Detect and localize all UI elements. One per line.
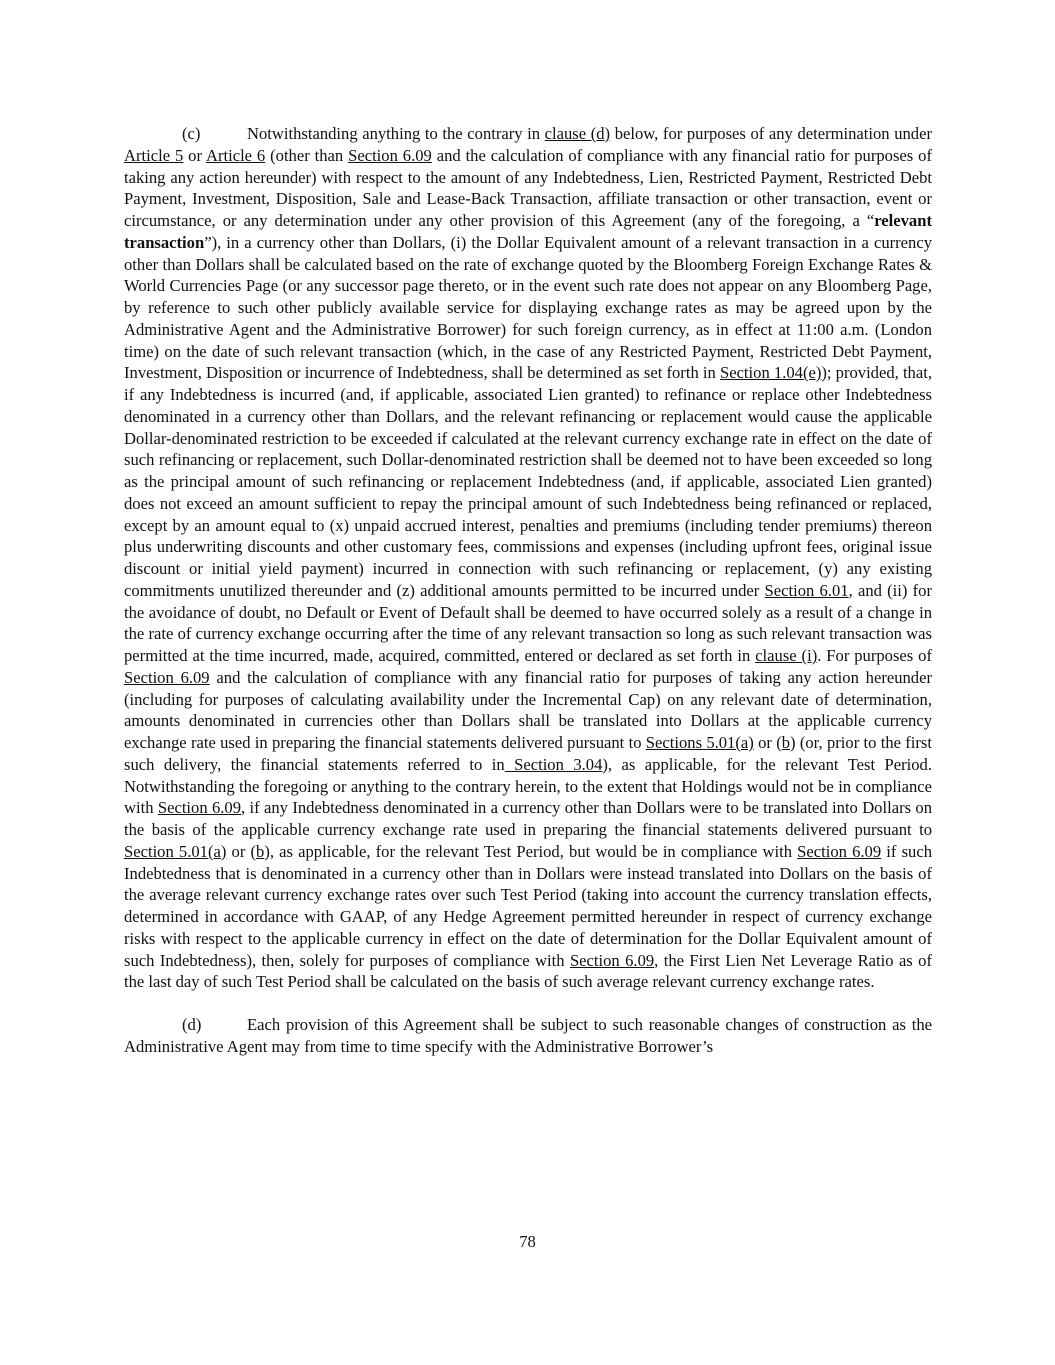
cross-reference-link: Section 6.09: [797, 841, 882, 861]
document-page: [124, 123, 932, 1058]
text-run: ), as applicable, for the relevant Test Period, but would be in compliance with: [264, 841, 798, 861]
text-run: or: [183, 145, 206, 165]
text-run: (other than: [265, 145, 349, 165]
cross-reference-link: Article 6: [205, 145, 266, 165]
cross-reference-link: b: [781, 733, 791, 752]
cross-reference-link: Section 6.09: [348, 145, 432, 165]
cross-reference-link: clause (i): [755, 646, 818, 665]
text-run: and the calculation of compliance with any financial ratio for purposes of taking any action hereunder) with respect to the amount of any Indebtedness, Lien, Restricted Payment, Restricted Debt Payment, Investment, Disposition, Sale and Lease-Back Transaction, affiliate transaction or other transaction, event or circumstance, or any determination under any other provision of this Agreement (any of the foregoing, a “: [124, 145, 932, 230]
cross-reference-link: Section 6.01: [764, 580, 849, 600]
cross-reference-link: Section 3.04: [504, 754, 603, 774]
cross-reference-link: Sections 5.01(a): [645, 733, 754, 752]
text-run: ”), in a currency other than Dollars, (i) the Dollar Equivalent amount of a relevant transaction in a currency other than Dollars shall be calculated based on the rate of exchange quoted by the Bloomberg Foreign Exchange Rates & World Currencies Page (or any successor page thereto, or in the event such rate does not appear on any Bloomberg Page, by reference to such other publicly available service for displaying exchange rates as may be agreed upon by the Administrative Agent and the Administrative Borrower) for such foreign currency, as in effect at 11:00 a.m. (London time) on the date of such relevant transaction (which, in the case of any Restricted Payment, Restricted Debt Payment, Investment, Disposition or incurrence of Indebtedness, shall be determined as set forth in: [124, 232, 932, 383]
paragraph-label: (d): [182, 1015, 202, 1034]
text-run: , and (ii) for the avoidance of doubt, no Default or Event of Default shall be deemed to have occurred solely as a result of a change in the rate of currency exchange occurring after the time of any relevant transaction so long as such relevant transaction was permitted at the time incurred, made, acquired, committed, entered or declared as set forth in: [124, 580, 932, 665]
text-run: . For purposes of: [817, 646, 932, 665]
cross-reference-link: Section 6.09: [569, 950, 655, 970]
defined-term: relevant transaction: [124, 211, 932, 252]
cross-reference-link: Section 5.01(a): [124, 841, 227, 861]
text-run: and the calculation of compliance with any financial ratio for purposes of taking any action hereunder (including for purposes of calculating availability under the Incremental Cap) on any relevant date of determination, amounts denominated in currencies other than Dollars shall be translated into Dollars at the applicable currency exchange rate used in preparing the financial statements delivered pursuant to: [124, 667, 932, 752]
text-run: ); provided, that, if any Indebtedness is incurred (and, if applicable, associated Lien granted) to refinance or replace other Indebtedness denominated in a currency other than Dollars, and the relevant refinancing or replacement would cause the applicable Dollar-denominated restriction to be exceeded if calculated at the relevant currency exchange rate in effect on the date of such refinancing or replacement, such Dollar-denominated restriction shall be deemed not to have been exceeded so long as the principal amount of such refinancing or replacement Indebtedness (and, if applicable, associated Lien granted) does not exceed an amount sufficient to repay the principal amount of such Indebtedness being refinanced or replaced, except by an amount equal to (x) unpaid accrued interest, penalties and premiums (including tender premiums) thereon plus underwriting discounts and other customary fees, commissions and expenses (including upfront fees, original issue discount or initial yield payment) incurred in connection with such refinancing or replacement, (y) any existing commitments unutilized thereunder and (z) additional amounts permitted to be incurred under: [124, 363, 932, 600]
text-run: ), as applicable, for the relevant Test Period. Notwithstanding the foregoing or anything to the contrary herein, to the extent that Holdings would not be in compliance with: [124, 754, 932, 818]
text-run: ) (or, prior to the first such delivery, the financial statements referred to in: [124, 733, 933, 774]
text-run: if such Indebtedness that is denominated in a currency other than in Dollars were instead translated into Dollars on the basis of the average relevant currency exchange rates over such Test Period (taking into account the currency translation effects, determined in accordance with GAAP, of any Hedge Agreement permitted hereunder in respect of currency exchange risks with respect to the applicable currency in effect on the date of determination for the Dollar Equivalent amount of such Indebtedness), then, solely for purposes of compliance with: [124, 841, 932, 970]
text-run: Notwithstanding anything to the contrary in: [247, 124, 545, 143]
text-run: , if any Indebtedness denominated in a currency other than Dollars were to be translated into Dollars on the basis of the applicable currency exchange rate used in preparing the financial statements delivered pursuant to: [124, 798, 932, 839]
text-run: or (: [753, 733, 782, 752]
text-run: Each provision of this Agreement shall be subject to such reasonable changes of construction as the Administrative Agent may from time to time specify with the Administrative Borrower’s: [124, 1015, 932, 1056]
cross-reference-link: Section 1.04(e): [719, 363, 822, 383]
page-number: 78: [519, 1232, 536, 1251]
text-run: below, for purposes of any determination under: [610, 124, 932, 143]
paragraph-label: (c): [182, 124, 201, 143]
paragraph-c: [124, 123, 932, 993]
cross-reference-link: Section 6.09: [157, 798, 242, 818]
cross-reference-link: b: [256, 841, 265, 861]
cross-reference-link: Section 6.09: [124, 667, 210, 687]
text-run: or (: [226, 841, 257, 861]
paragraph-d: [124, 1014, 932, 1058]
text-run: , the First Lien Net Leverage Ratio as of the last day of such Test Period shall be calculated on the basis of such average relevant currency exchange rates.: [124, 950, 932, 992]
cross-reference-link: Article 5: [124, 145, 184, 165]
cross-reference-link: clause (d): [544, 124, 611, 143]
